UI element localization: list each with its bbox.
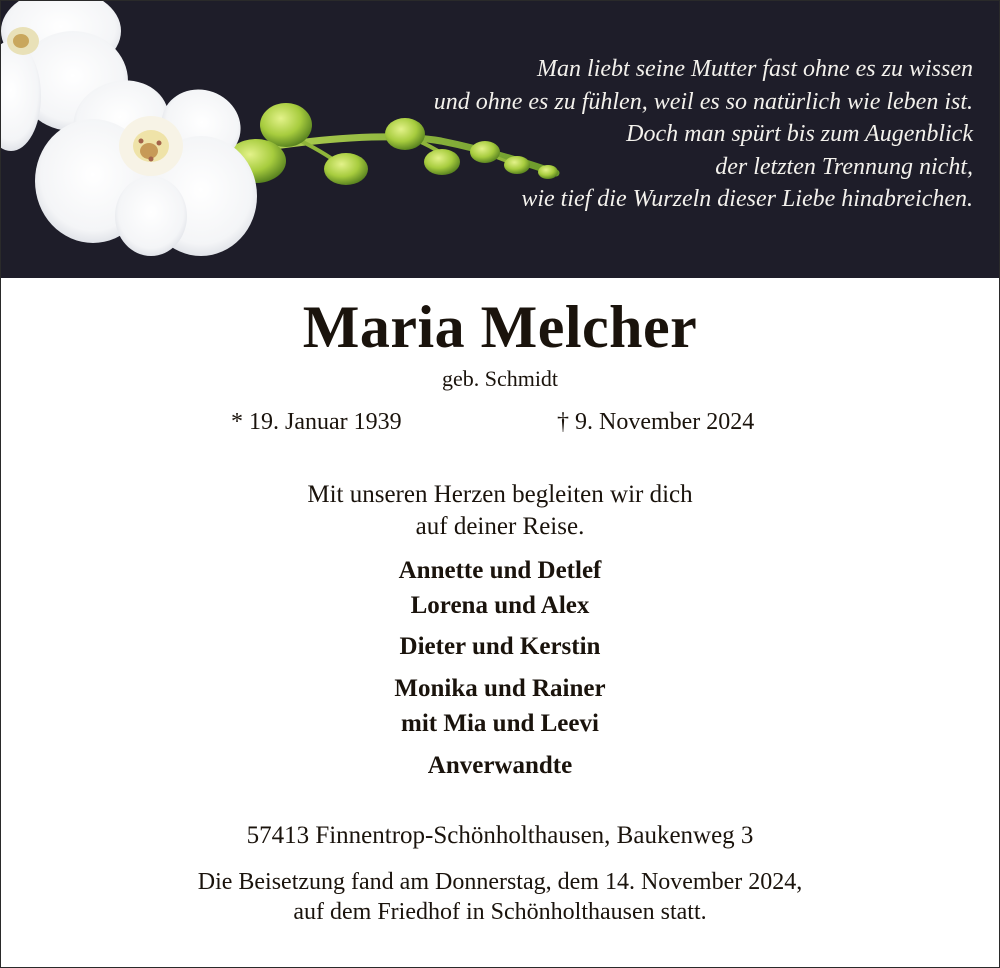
quote-line: und ohne es zu fühlen, weil es so natürlich wie leben ist. [433, 88, 973, 115]
mourner-name: Lorena und Alex [410, 592, 590, 619]
birth-date: * 19. Januar 1939 [231, 409, 402, 435]
mourner-name: Annette und Detlef [398, 557, 602, 584]
mourner-name: mit Mia und Leevi [401, 710, 599, 737]
mourner-group [1, 671, 999, 741]
mourner-name: Dieter und Kerstin [399, 633, 601, 660]
funeral-line: Die Beisetzung fand am Donnerstag, dem 14. November 2024, [197, 869, 803, 895]
verse-line: Mit unseren Herzen begleiten wir dich [307, 481, 693, 508]
funeral-notice [1, 867, 999, 927]
deceased-name: Maria Melcher [302, 294, 698, 360]
verse-line: auf deiner Reise. [415, 513, 585, 540]
mourning-address: 57413 Finnentrop-Schönholthausen, Baukenweg 3 [246, 822, 754, 849]
header-banner [1, 1, 999, 278]
quote-line: wie tief die Wurzeln dieser Liebe hinabreichen. [521, 186, 973, 212]
quote-line: der letzten Trennung nicht, [715, 153, 973, 180]
quote-text [253, 53, 973, 216]
verse [1, 479, 999, 543]
quote-line: Man liebt seine Mutter fast ohne es zu wissen [537, 56, 973, 82]
mourner-group [1, 748, 999, 783]
death-date: † 9. November 2024 [557, 409, 755, 435]
funeral-line: auf dem Friedhof in Schönholthausen statt. [293, 899, 707, 925]
maiden-name: geb. Schmidt [441, 366, 559, 391]
mourner-name: Anverwandte [427, 752, 573, 779]
quote-line: Doch man spürt bis zum Augenblick [626, 121, 973, 147]
mourner-group [1, 553, 999, 623]
mourner-group [1, 629, 999, 664]
mourner-name: Monika und Rainer [394, 675, 606, 702]
